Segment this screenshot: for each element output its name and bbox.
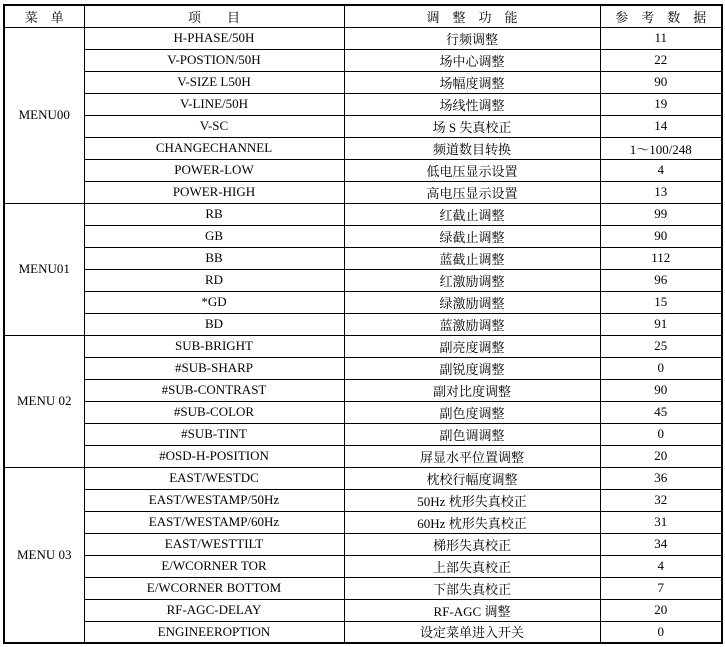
item-cell: RB xyxy=(84,203,344,225)
table-row xyxy=(4,489,722,511)
function-cell: 场中心调整 xyxy=(344,49,600,71)
table-body xyxy=(4,27,722,643)
function-cell: 高电压显示设置 xyxy=(344,181,600,203)
function-cell: RF-AGC 调整 xyxy=(344,599,600,621)
reference-value-cell: 19 xyxy=(600,93,722,115)
table-row xyxy=(4,621,722,643)
reference-value-cell: 22 xyxy=(600,49,722,71)
function-cell: 场 S 失真校正 xyxy=(344,115,600,137)
function-cell: 副亮度调整 xyxy=(344,335,600,357)
table-row xyxy=(4,49,722,71)
table-row xyxy=(4,247,722,269)
item-cell: #SUB-TINT xyxy=(84,423,344,445)
reference-value-cell: 45 xyxy=(600,401,722,423)
reference-value-cell: 91 xyxy=(600,313,722,335)
item-cell: V-POSTION/50H xyxy=(84,49,344,71)
function-cell: 绿截止调整 xyxy=(344,225,600,247)
item-cell: EAST/WESTTILT xyxy=(84,533,344,555)
table-row xyxy=(4,599,722,621)
item-cell: EAST/WESTDC xyxy=(84,467,344,489)
table-row xyxy=(4,225,722,247)
item-cell: ENGINEEROPTION xyxy=(84,621,344,643)
reference-value-cell: 1～100/248 xyxy=(600,137,722,159)
reference-value-cell: 25 xyxy=(600,335,722,357)
table-row xyxy=(4,467,722,489)
item-cell: V-LINE/50H xyxy=(84,93,344,115)
table-row xyxy=(4,93,722,115)
menu-group-label: MENU01 xyxy=(4,203,84,335)
item-cell: #SUB-SHARP xyxy=(84,357,344,379)
reference-value-cell: 32 xyxy=(600,489,722,511)
reference-value-cell: 36 xyxy=(600,467,722,489)
function-cell: 行频调整 xyxy=(344,27,600,49)
table-row xyxy=(4,401,722,423)
table-row xyxy=(4,181,722,203)
table-row xyxy=(4,269,722,291)
reference-value-cell: 90 xyxy=(600,71,722,93)
function-cell: 上部失真校正 xyxy=(344,555,600,577)
menu-group-label: MENU 03 xyxy=(4,467,84,643)
item-cell: E/WCORNER TOR xyxy=(84,555,344,577)
function-cell: 50Hz 枕形失真校正 xyxy=(344,489,600,511)
item-cell: V-SIZE L50H xyxy=(84,71,344,93)
function-cell: 60Hz 枕形失真校正 xyxy=(344,511,600,533)
item-cell: #SUB-COLOR xyxy=(84,401,344,423)
item-cell: BB xyxy=(84,247,344,269)
reference-value-cell: 20 xyxy=(600,445,722,467)
table-row xyxy=(4,379,722,401)
reference-value-cell: 90 xyxy=(600,225,722,247)
function-cell: 设定菜单进入开关 xyxy=(344,621,600,643)
function-cell: 低电压显示设置 xyxy=(344,159,600,181)
table-row xyxy=(4,555,722,577)
item-cell: RF-AGC-DELAY xyxy=(84,599,344,621)
reference-value-cell: 99 xyxy=(600,203,722,225)
table-row xyxy=(4,445,722,467)
function-cell: 蓝激励调整 xyxy=(344,313,600,335)
reference-value-cell: 90 xyxy=(600,379,722,401)
item-cell: EAST/WESTAMP/50Hz xyxy=(84,489,344,511)
reference-value-cell: 0 xyxy=(600,357,722,379)
function-cell: 屏显水平位置调整 xyxy=(344,445,600,467)
table-row xyxy=(4,27,722,49)
table-row xyxy=(4,71,722,93)
table-row xyxy=(4,423,722,445)
function-cell: 下部失真校正 xyxy=(344,577,600,599)
header-menu: 菜 单 xyxy=(4,5,84,27)
item-cell: H-PHASE/50H xyxy=(84,27,344,49)
item-cell: GB xyxy=(84,225,344,247)
function-cell: 蓝截止调整 xyxy=(344,247,600,269)
table-row xyxy=(4,313,722,335)
reference-value-cell: 34 xyxy=(600,533,722,555)
reference-value-cell: 11 xyxy=(600,27,722,49)
table-row xyxy=(4,577,722,599)
item-cell: CHANGECHANNEL xyxy=(84,137,344,159)
table-row xyxy=(4,203,722,225)
header-item: 项 目 xyxy=(84,5,344,27)
function-cell: 频道数目转换 xyxy=(344,137,600,159)
function-cell: 副色度调整 xyxy=(344,401,600,423)
reference-value-cell: 4 xyxy=(600,159,722,181)
item-cell: SUB-BRIGHT xyxy=(84,335,344,357)
table-row xyxy=(4,115,722,137)
function-cell: 副对比度调整 xyxy=(344,379,600,401)
function-cell: 副色调调整 xyxy=(344,423,600,445)
function-cell: 副锐度调整 xyxy=(344,357,600,379)
function-cell: 红激励调整 xyxy=(344,269,600,291)
menu-group-label: MENU00 xyxy=(4,27,84,203)
item-cell: #OSD-H-POSITION xyxy=(84,445,344,467)
reference-value-cell: 0 xyxy=(600,621,722,643)
reference-value-cell: 96 xyxy=(600,269,722,291)
reference-value-cell: 15 xyxy=(600,291,722,313)
table-row xyxy=(4,511,722,533)
item-cell: V-SC xyxy=(84,115,344,137)
function-cell: 红截止调整 xyxy=(344,203,600,225)
reference-value-cell: 14 xyxy=(600,115,722,137)
reference-value-cell: 7 xyxy=(600,577,722,599)
header-row xyxy=(4,5,722,27)
item-cell: *GD xyxy=(84,291,344,313)
reference-value-cell: 0 xyxy=(600,423,722,445)
reference-value-cell: 20 xyxy=(600,599,722,621)
table-row xyxy=(4,159,722,181)
table-row xyxy=(4,357,722,379)
function-cell: 场幅度调整 xyxy=(344,71,600,93)
table-row xyxy=(4,137,722,159)
item-cell: RD xyxy=(84,269,344,291)
item-cell: E/WCORNER BOTTOM xyxy=(84,577,344,599)
item-cell: BD xyxy=(84,313,344,335)
menu-group-label: MENU 02 xyxy=(4,335,84,467)
reference-value-cell: 31 xyxy=(600,511,722,533)
menu-parameter-table xyxy=(3,4,723,644)
function-cell: 梯形失真校正 xyxy=(344,533,600,555)
reference-value-cell: 4 xyxy=(600,555,722,577)
reference-value-cell: 13 xyxy=(600,181,722,203)
item-cell: #SUB-CONTRAST xyxy=(84,379,344,401)
header-reference-value: 参 考 数 据 xyxy=(600,5,722,27)
reference-value-cell: 112 xyxy=(600,247,722,269)
table-row xyxy=(4,533,722,555)
item-cell: EAST/WESTAMP/60Hz xyxy=(84,511,344,533)
function-cell: 枕校行幅度调整 xyxy=(344,467,600,489)
function-cell: 场线性调整 xyxy=(344,93,600,115)
table-row xyxy=(4,335,722,357)
item-cell: POWER-LOW xyxy=(84,159,344,181)
table-row xyxy=(4,291,722,313)
header-function: 调 整 功 能 xyxy=(344,5,600,27)
item-cell: POWER-HIGH xyxy=(84,181,344,203)
function-cell: 绿激励调整 xyxy=(344,291,600,313)
